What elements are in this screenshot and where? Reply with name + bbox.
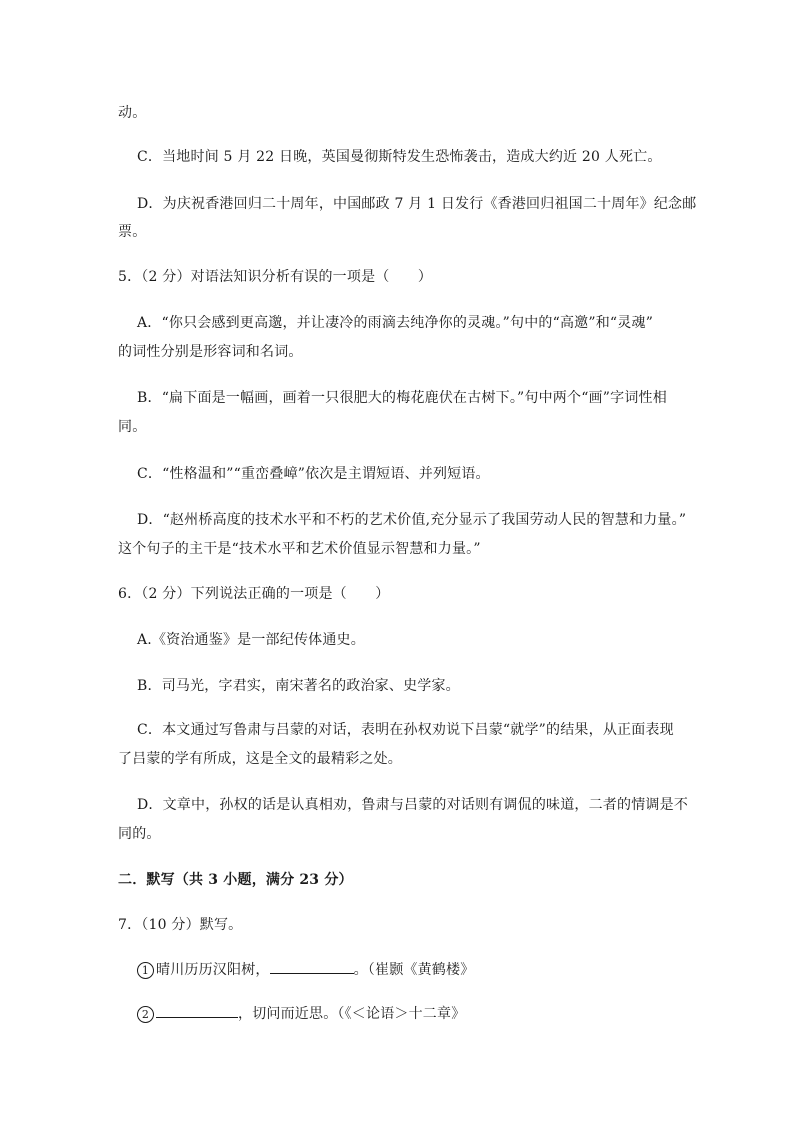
fill-in-blank[interactable] [270,959,354,974]
q5-option-c: C．“性格温和”“重峦叠嶂”依次是主谓短语、并列短语。 [137,466,490,482]
q7-item-1-source: 。（崔颢《黄鹤楼》 [353,962,475,978]
q5-option-b: B．“扁下面是一幅画，画着一只很肥大的梅花鹿伏在古树下。”句中两个“画”字词性相 [137,390,667,406]
q6-option-d-cont: 同的。 [118,826,161,842]
question-5: 5．（2 分）对语法知识分析有误的一项是（ ） [118,269,433,285]
section-heading: 二．默写（共 3 小题，满分 23 分） [118,872,353,888]
circled-number-1: 1 [137,962,154,979]
q7-item-2 [137,1003,465,1024]
option-d: D．为庆祝香港回归二十周年，中国邮政 7 月 1 日发行《香港回归祖国二十周年》纪念邮 [137,196,697,212]
q7-item-2-source: ，切问而近思。（《＜论语＞十二章》 [238,1006,466,1022]
q5-option-a-cont: 的词性分别是形容词和名词。 [118,344,303,360]
option-c: C．当地时间 5 月 22 日晚，英国曼彻斯特发生恐怖袭击，造成大约近 20 人死亡。 [137,149,662,165]
circled-number-2: 2 [137,1006,154,1023]
fill-in-blank[interactable] [156,1003,238,1018]
q6-option-c-cont: 了吕蒙的学有所成，这是全文的最精彩之处。 [118,751,402,767]
q7-item-1-prefix: 晴川历历汉阳树， [156,962,270,978]
q5-option-d: D．“赵州桥高度的技术水平和不朽的艺术价值,充分显示了我国劳动人民的智慧和力量。” [137,512,687,528]
question-6: 6．（2 分）下列说法正确的一项是（ ） [118,586,390,602]
q5-option-b-cont: 同。 [118,419,147,435]
q6-option-a: A.《资治通鉴》是一部纪传体通史。 [137,632,365,648]
option-d-cont: 票。 [118,224,147,240]
q5-option-a: A．“你只会感到更高邈，并让凄冷的雨滴去纯净你的灵魂。”句中的“高邀”和“灵魂” [137,315,654,331]
q6-option-b: B．司马光，字君实，南宋著名的政治家、史学家。 [137,678,460,694]
q5-option-d-cont: 这个句子的主干是“技术水平和艺术价值显示智慧和力量。” [118,541,481,557]
q6-option-d: D．文章中，孙权的话是认真相劝，鲁肃与吕蒙的对话则有调侃的味道，二者的情调是不 [137,797,689,813]
line-continuation: 动。 [118,105,147,121]
q7-item-1 [137,959,474,980]
q6-option-c: C．本文通过写鲁肃与吕蒙的对话，表明在孙权劝说下吕蒙“就学”的结果，从正面表现 [137,722,674,738]
question-7: 7．（10 分）默写。 [118,917,243,933]
